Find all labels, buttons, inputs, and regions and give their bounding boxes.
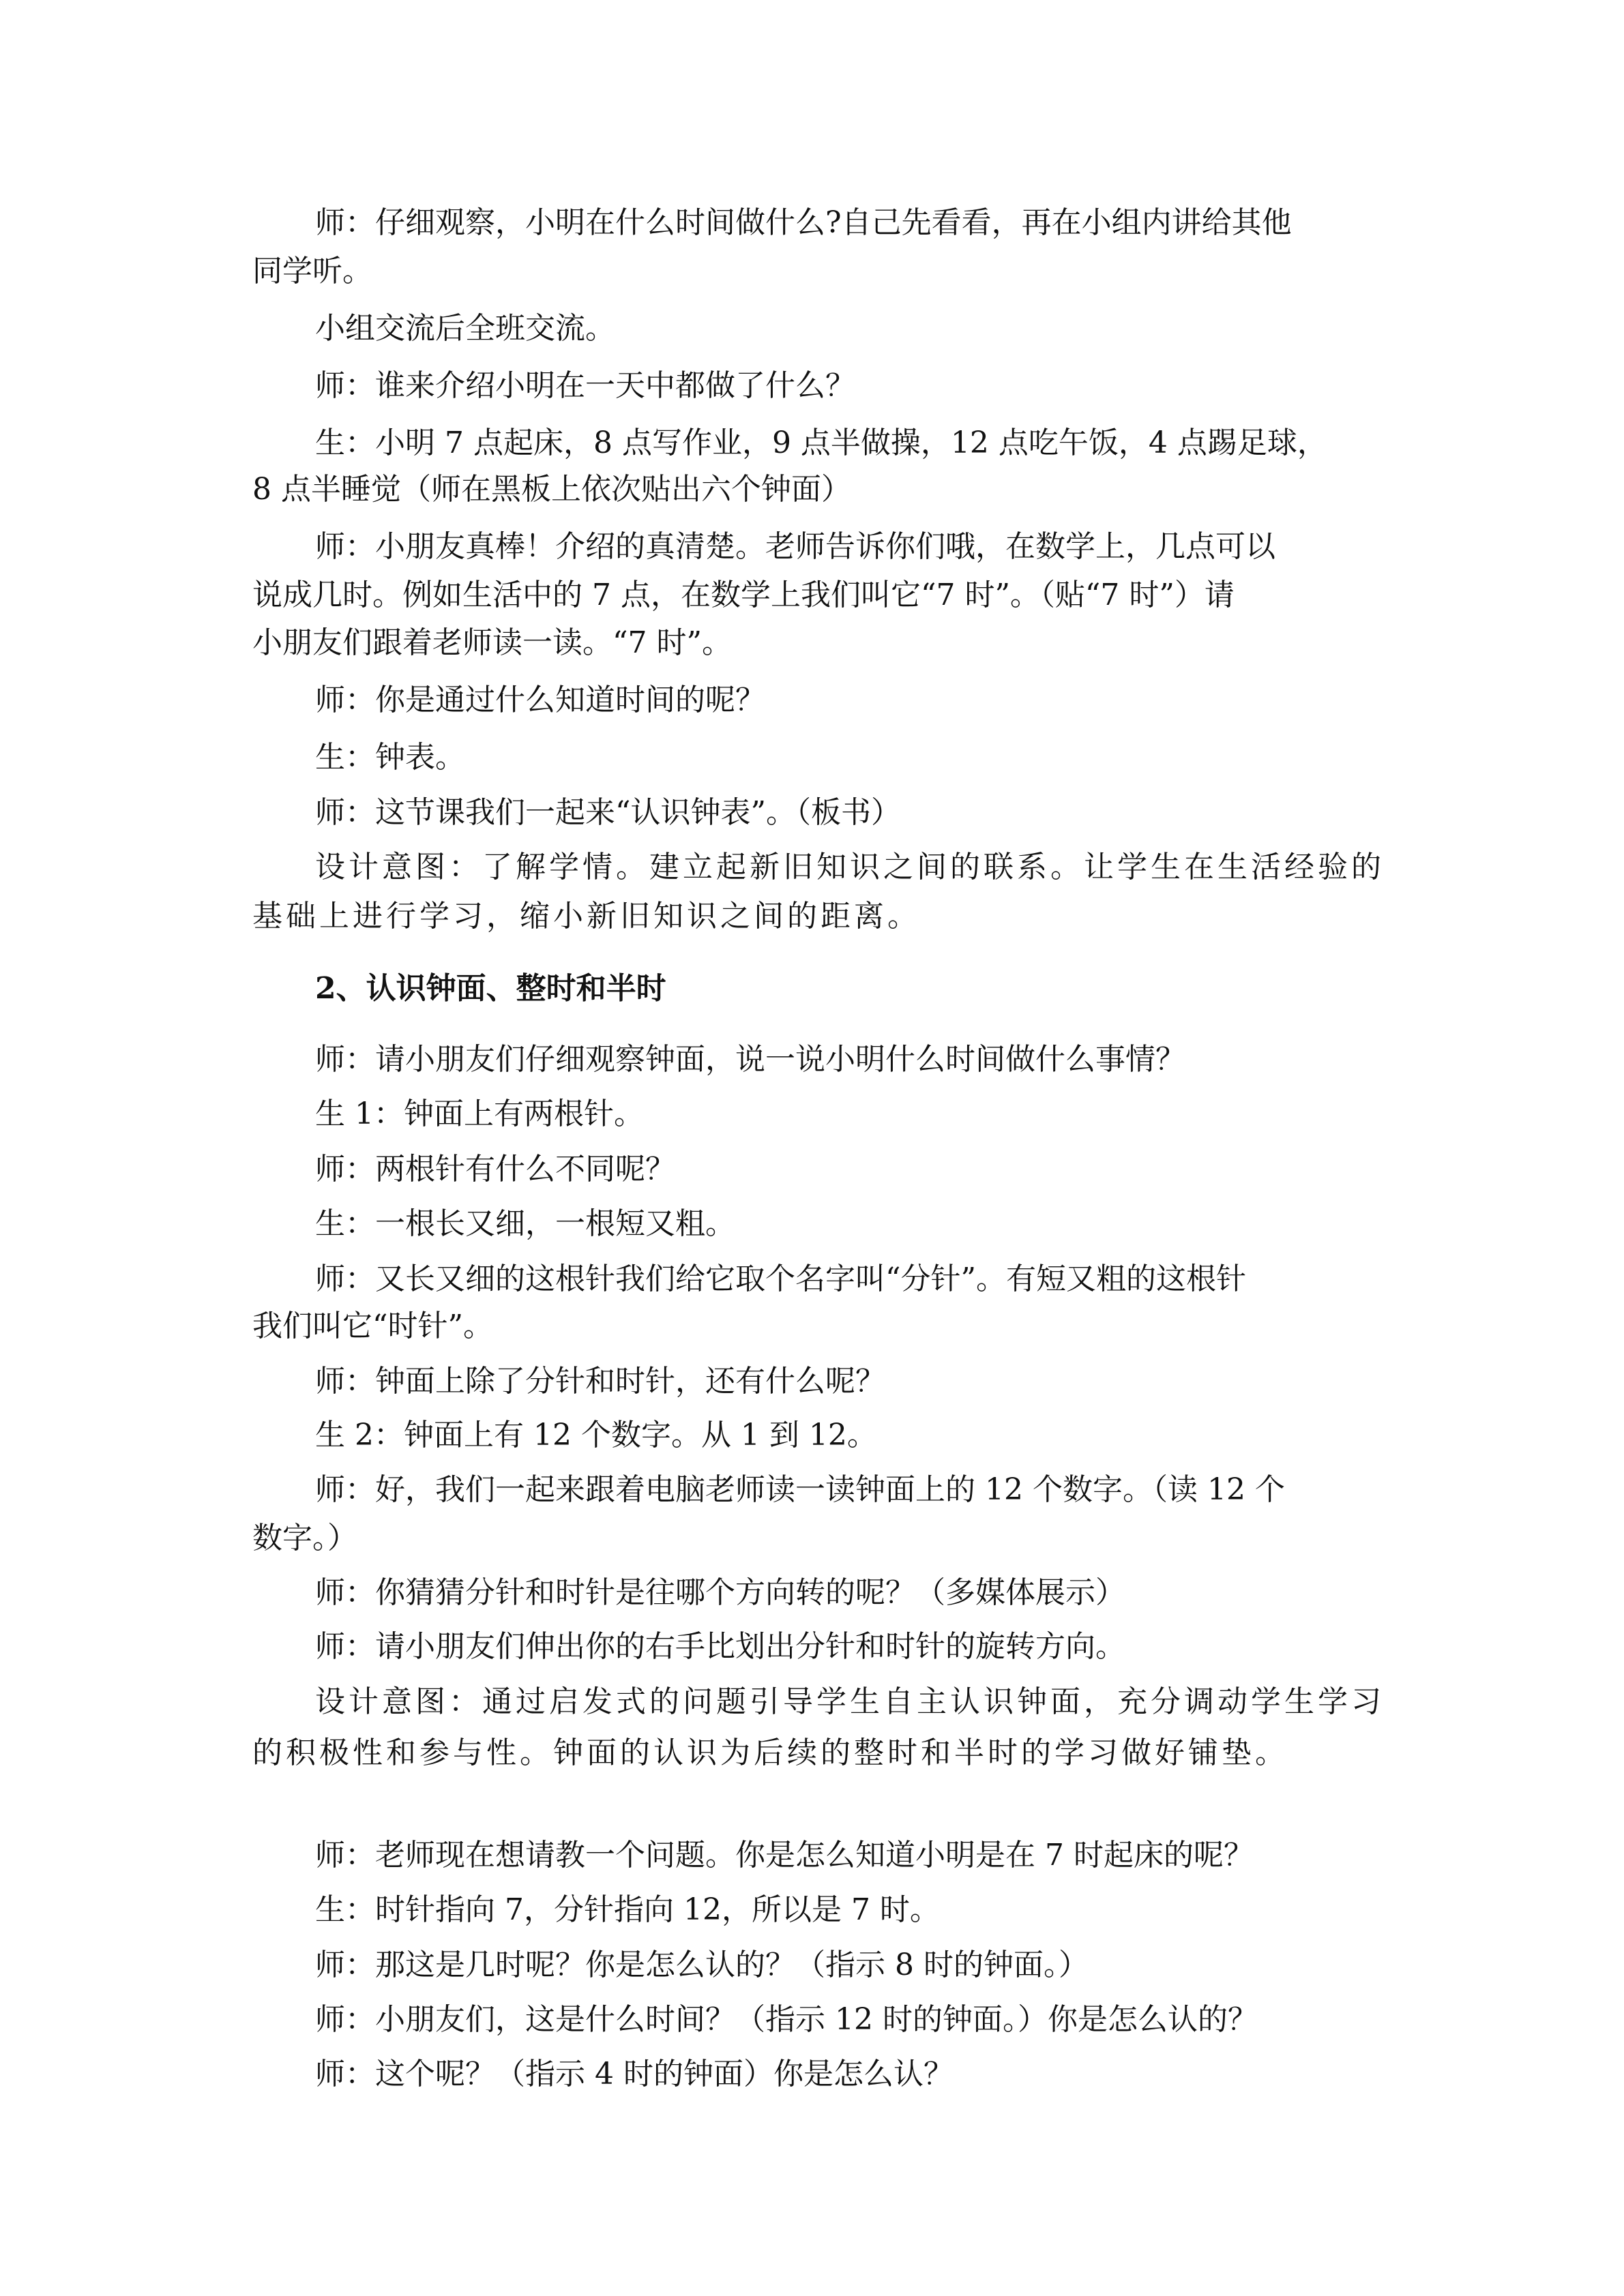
student-line-4: 生：一根长又细，一根短又粗。 — [315, 1206, 735, 1241]
teacher-line-1-cont: 同学听。 — [252, 254, 372, 288]
teacher-line-3-cont-2: 小朋友们跟着老师读一读。“7 时”。 — [252, 625, 732, 660]
teacher-line-14: 师：那这是几时呢？你是怎么认的？（指示 8 时的钟面。） — [315, 1948, 1089, 1982]
student-line-6: 生：时针指向 7，分针指向 12，所以是 7 时。 — [315, 1892, 940, 1927]
teacher-line-8-cont: 我们叫它“时针”。 — [252, 1309, 493, 1343]
teacher-line-9: 师：钟面上除了分针和时针，还有什么呢？ — [315, 1364, 885, 1399]
design-intent-2-cont: 的积极性和参与性。钟面的认识为后续的整时和半时的学习做好铺垫。 — [252, 1735, 1288, 1770]
student-line-2: 生：钟表。 — [315, 740, 465, 775]
teacher-line-16: 师：这个呢？（指示 4 时的钟面）你是怎么认？ — [315, 2057, 954, 2091]
teacher-line-11: 师：你猜猜分针和时针是往哪个方向转的呢？（多媒体展示） — [315, 1575, 1125, 1610]
teacher-line-2: 师：谁来介绍小明在一天中都做了什么？ — [315, 368, 855, 403]
teacher-line-12: 师：请小朋友们伸出你的右手比划出分针和时针的旋转方向。 — [315, 1629, 1125, 1664]
student-line-5: 生 2：钟面上有 12 个数字。从 1 到 12。 — [315, 1418, 877, 1452]
design-intent-2: 设计意图：通过启发式的问题引导学生自主认识钟面，充分调动学生学习 — [315, 1684, 1385, 1719]
design-intent-1: 设计意图：了解学情。建立起新旧知识之间的联系。让学生在生活经验的 — [315, 850, 1385, 884]
teacher-line-10-cont: 数字。） — [252, 1521, 357, 1555]
teacher-line-1: 师：仔细观察，小明在什么时间做什么?自己先看看，再在小组内讲给其他 — [315, 205, 1292, 240]
teacher-line-10: 师：好，我们一起来跟着电脑老师读一读钟面上的 12 个数字。（读 12 个 — [315, 1472, 1285, 1507]
teacher-line-3-cont-1: 说成几时。例如生活中的 7 点，在数学上我们叫它“7 时”。（贴“7 时”）请 — [252, 578, 1235, 612]
teacher-line-7: 师：两根针有什么不同呢？ — [315, 1152, 675, 1187]
teacher-line-6: 师：请小朋友们仔细观察钟面，说一说小明什么时间做什么事情？ — [315, 1042, 1185, 1077]
student-line-1-cont: 8 点半睡觉（师在黑板上依次贴出六个钟面） — [252, 472, 851, 507]
student-line-3: 生 1：钟面上有两根针。 — [315, 1097, 644, 1131]
teacher-line-3: 师：小朋友真棒！介绍的真清楚。老师告诉你们哦，在数学上，几点可以 — [315, 529, 1275, 564]
design-intent-1-cont: 基础上进行学习，缩小新旧知识之间的距离。 — [252, 899, 921, 934]
note-group-exchange: 小组交流后全班交流。 — [315, 311, 615, 346]
teacher-line-13: 师：老师现在想请教一个问题。你是怎么知道小明是在 7 时起床的呢？ — [315, 1838, 1254, 1873]
section-heading-2: 2、认识钟面、整时和半时 — [315, 971, 666, 1006]
student-line-1: 生：小明 7 点起床，8 点写作业，9 点半做操，12 点吃午饭，4 点踢足球， — [315, 426, 1327, 460]
teacher-line-15: 师：小朋友们，这是什么时间？（指示 12 时的钟面。）你是怎么认的？ — [315, 2002, 1258, 2037]
teacher-line-4: 师：你是通过什么知道时间的呢？ — [315, 683, 765, 717]
teacher-line-5: 师：这节课我们一起来“认识钟表”。（板书） — [315, 795, 901, 830]
teacher-line-8: 师：又长又细的这根针我们给它取个名字叫“分针”。有短又粗的这根针 — [315, 1262, 1246, 1296]
